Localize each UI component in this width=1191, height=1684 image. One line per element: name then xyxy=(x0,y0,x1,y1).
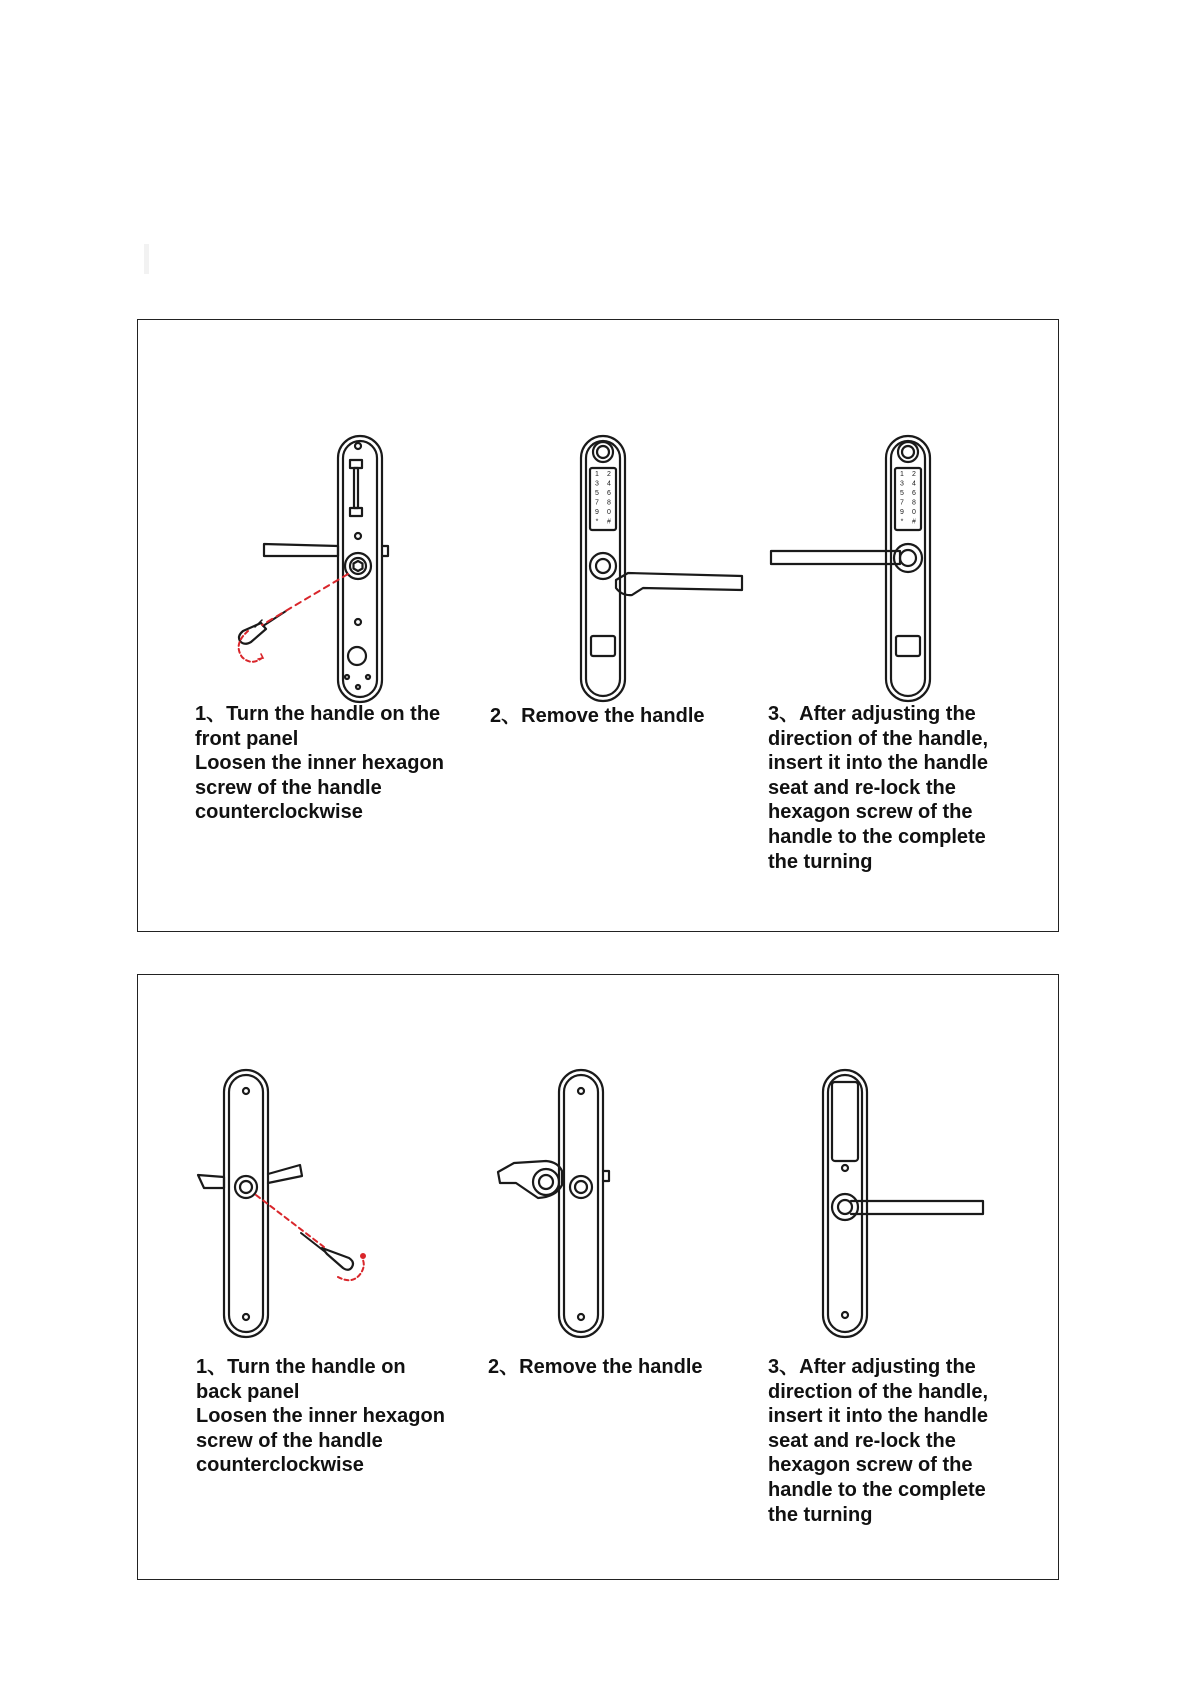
screwdriver-4 xyxy=(301,1233,353,1270)
lever-handle-2 xyxy=(616,573,742,595)
keypad-key: * xyxy=(595,518,599,526)
keypad-key: 0 xyxy=(912,509,916,516)
keypad-key: 0 xyxy=(607,509,611,516)
step-3-caption xyxy=(768,1355,988,1527)
step-3-line: direction of the handle, xyxy=(768,727,989,750)
step-3-line: direction of the handle, xyxy=(768,1380,989,1403)
keypad-key: 7 xyxy=(900,499,904,507)
lock-plate-front-view-6 xyxy=(823,1070,867,1337)
step-2-caption xyxy=(488,1355,703,1380)
step-3-line: insert it into the handle xyxy=(768,1405,989,1428)
step-2-caption xyxy=(490,704,705,729)
keypad-key: 8 xyxy=(607,499,611,507)
keypad-key: 4 xyxy=(607,480,611,488)
step-1-line: Loosen the inner hexagon xyxy=(196,1405,445,1428)
keypad-key: # xyxy=(607,518,611,526)
step-1-line: 1、Turn the handle on the xyxy=(195,703,441,725)
keypad-key: 2 xyxy=(912,471,916,478)
keypad-key: # xyxy=(912,518,916,526)
step-3-line: seat and re-lock the xyxy=(768,1429,956,1452)
keypad-key: 8 xyxy=(912,499,916,507)
keypad-key: 7 xyxy=(595,499,599,507)
back-panel-instructions xyxy=(137,974,1059,1580)
step-1-caption xyxy=(195,702,444,825)
step-3-line: seat and re-lock the xyxy=(768,776,956,799)
step-3-line: 3、After adjusting the xyxy=(768,1356,976,1378)
step-1-line: Loosen the inner hexagon xyxy=(195,752,444,775)
step-3-line: handle to the complete xyxy=(768,1478,986,1501)
lock-plate-back-view-5 xyxy=(559,1070,609,1337)
keypad-key: 5 xyxy=(900,490,904,497)
keypad-key: 1 xyxy=(900,471,904,478)
step-3-line: the turning xyxy=(768,1503,873,1526)
step-1-line: back panel xyxy=(196,1380,300,1403)
keypad-key: 2 xyxy=(607,471,611,478)
step-1-line: screw of the handle xyxy=(196,1429,383,1452)
step-3-line: hexagon screw of the xyxy=(768,801,973,824)
lever-handle-5 xyxy=(498,1161,562,1198)
step-1-caption xyxy=(196,1355,445,1478)
step-3-line: handle to the complete xyxy=(768,825,986,848)
step-1-line: 1、Turn the handle on xyxy=(196,1356,406,1378)
screw-path-arrow-4 xyxy=(256,1195,365,1280)
step-3-caption xyxy=(768,702,988,874)
step-3-line: 3、After adjusting the xyxy=(768,703,976,725)
front-panel-instructions xyxy=(137,319,1059,932)
keypad-key: 6 xyxy=(912,490,916,497)
lever-handle-1 xyxy=(264,544,388,579)
keypad-key: 9 xyxy=(900,509,904,516)
keypad-key: 3 xyxy=(595,480,599,488)
step-3-line: the turning xyxy=(768,850,873,873)
keypad-key: 1 xyxy=(595,471,599,478)
screw-path-arrow-1 xyxy=(239,574,348,662)
keypad-digits-2 xyxy=(595,471,611,526)
lock-plate-front-view-3 xyxy=(886,436,930,701)
lever-handle-6 xyxy=(851,1201,983,1214)
lock-plate-back-view-4 xyxy=(224,1070,268,1337)
keypad-key: 6 xyxy=(607,490,611,497)
lock-plate-front-view-2 xyxy=(581,436,625,701)
step-1-line: screw of the handle xyxy=(195,776,382,799)
step-2-line: 2、Remove the handle xyxy=(488,1356,703,1378)
scan-mark xyxy=(144,244,149,274)
step-3-line: insert it into the handle xyxy=(768,752,989,775)
step-1-line: front panel xyxy=(195,727,299,750)
keypad-key: 9 xyxy=(595,509,599,516)
keypad-key: 5 xyxy=(595,490,599,497)
keypad-key: * xyxy=(900,518,904,526)
step-1-line: counterclockwise xyxy=(195,801,363,824)
lever-handle-3 xyxy=(771,551,900,564)
keypad-digits-3 xyxy=(900,471,916,526)
keypad-key: 3 xyxy=(900,480,904,488)
step-1-line: counterclockwise xyxy=(196,1454,364,1477)
keypad-key: 4 xyxy=(912,480,916,488)
step-3-line: hexagon screw of the xyxy=(768,1454,973,1477)
step-2-line: 2、Remove the handle xyxy=(490,705,705,727)
